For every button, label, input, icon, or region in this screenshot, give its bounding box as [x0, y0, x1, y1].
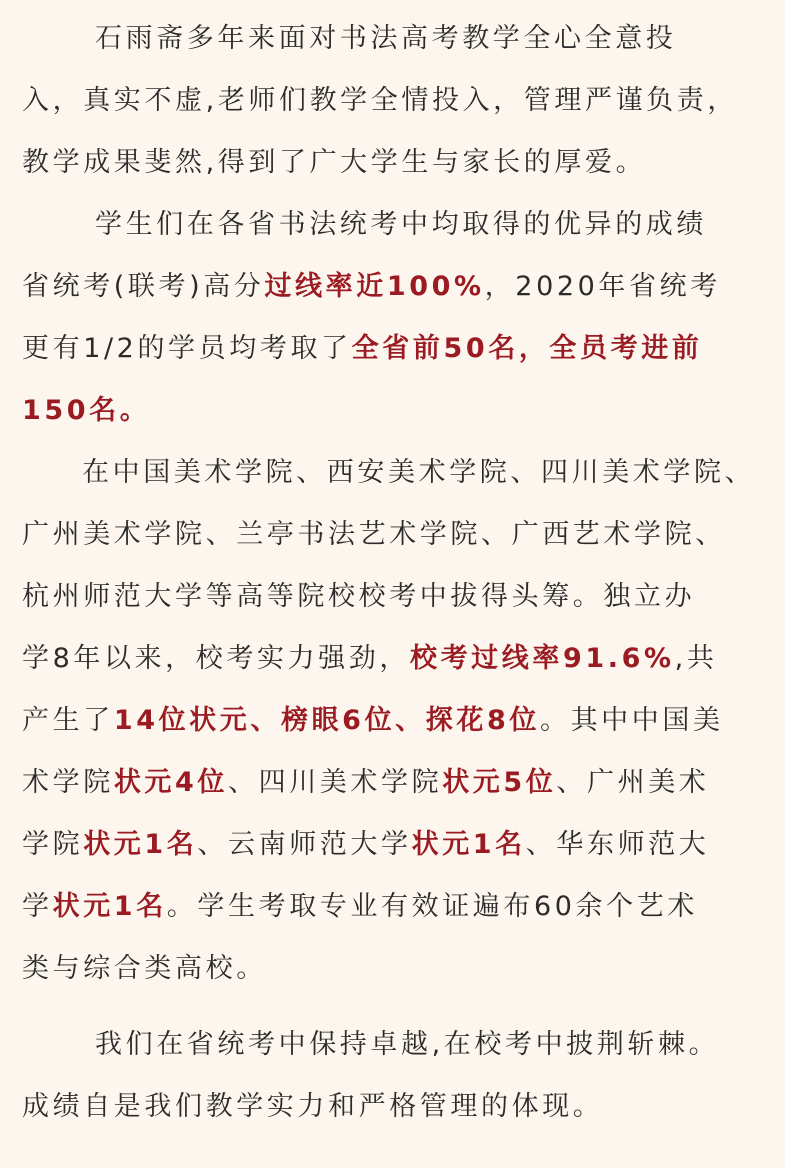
- highlight-text: 过线率近100%: [264, 271, 485, 302]
- text-line: [22, 814, 709, 876]
- text-segment: ,共: [674, 643, 718, 674]
- text-segment: 省统考(联考)高分: [22, 271, 265, 302]
- text-segment: 教学成果斐然,得到了广大学生与家长的厚爱。: [22, 147, 647, 178]
- highlight-text: 状元1名: [52, 891, 167, 922]
- text-line: [22, 566, 695, 628]
- highlight-text: 全省前50名，全员考进前: [351, 333, 703, 364]
- text-segment: 学生们在各省书法统考中均取得的优异的成绩: [95, 209, 707, 240]
- highlight-text: 状元5位: [442, 767, 557, 798]
- text-line: [22, 690, 724, 752]
- text-segment: 石雨斋多年来面对书法高考教学全心全意投: [95, 23, 677, 54]
- text-line: [22, 628, 717, 690]
- text-line: [95, 1014, 719, 1076]
- text-line: [95, 194, 707, 256]
- text-line: [22, 504, 726, 566]
- text-segment: 在中国美术学院、西安美术学院、四川美术学院、: [82, 457, 756, 488]
- text-segment: 我们在省统考中保持卓越,在校考中披荆斩棘。: [95, 1029, 720, 1060]
- text-segment: 、华东师范大: [525, 829, 710, 860]
- highlight-text: 150名。: [22, 395, 151, 426]
- text-segment: ，2020年省统考: [484, 271, 721, 302]
- text-segment: 、四川美术学院: [228, 767, 443, 798]
- text-line: [22, 318, 702, 380]
- text-segment: 入，真实不虚,老师们教学全情投入，管理严谨负责，: [22, 85, 738, 116]
- text-segment: 、广州美术: [556, 767, 710, 798]
- text-segment: 广州美术学院、兰亭书法艺术学院、广西艺术学院、: [22, 519, 726, 550]
- text-segment: 。其中中国美: [539, 705, 724, 736]
- text-line: [22, 752, 709, 814]
- text-segment: 杭州师范大学等高等院校校考中拔得头筹。独立办: [22, 581, 696, 612]
- text-segment: 产生了: [22, 705, 114, 736]
- highlight-text: 校考过线率91.6%: [409, 643, 675, 674]
- text-line: [22, 256, 721, 318]
- text-segment: 术学院: [22, 767, 114, 798]
- text-line: [22, 132, 646, 194]
- text-segment: 学院: [22, 829, 84, 860]
- text-segment: 更有1/2的学员均考取了: [22, 333, 352, 364]
- text-segment: 类与综合类高校。: [22, 953, 267, 984]
- highlight-text: 状元4位: [113, 767, 228, 798]
- text-segment: 学8年以来，校考实力强劲，: [22, 643, 410, 674]
- text-line: [22, 70, 738, 132]
- text-line: [22, 1076, 603, 1138]
- text-line: [22, 380, 150, 442]
- text-line: [82, 442, 755, 504]
- text-line: [22, 938, 267, 1000]
- text-line: [95, 8, 676, 70]
- highlight-text: 状元1名: [411, 829, 526, 860]
- text-segment: 学: [22, 891, 53, 922]
- highlight-text: 14位状元、榜眼6位、探花8位: [113, 705, 540, 736]
- text-segment: 成绩自是我们教学实力和严格管理的体现。: [22, 1091, 604, 1122]
- text-line: [22, 876, 698, 938]
- text-segment: 、云南师范大学: [197, 829, 412, 860]
- text-segment: 。学生考取专业有效证遍布60余个艺术: [166, 891, 698, 922]
- highlight-text: 状元1名: [83, 829, 198, 860]
